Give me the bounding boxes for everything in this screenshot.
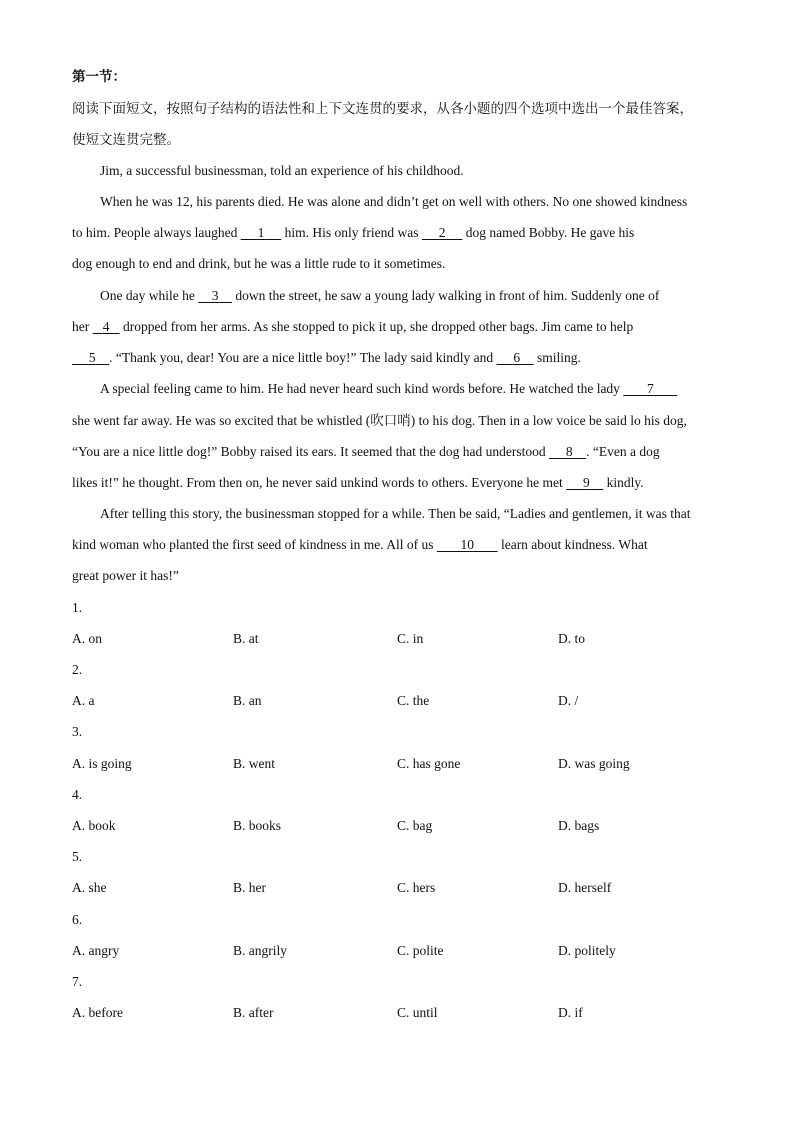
- option-d[interactable]: D. /: [558, 693, 579, 708]
- option-d[interactable]: D. politely: [558, 943, 616, 958]
- passage-line: One day while he 3 down the street, he saw a young lady walking in front of him. Suddenly one of: [100, 288, 660, 303]
- option-c[interactable]: C. the: [397, 693, 430, 708]
- passage-line: After telling this story, the businessman stopped for a while. Then be said, “Ladies and gentlemen, it was that: [100, 506, 691, 521]
- question-options: [72, 629, 722, 649]
- option-b[interactable]: B. books: [233, 818, 282, 833]
- option-d[interactable]: D. to: [558, 631, 585, 646]
- question-number: 3.: [72, 724, 83, 739]
- option-c[interactable]: C. until: [397, 1005, 438, 1020]
- option-c[interactable]: C. bag: [397, 818, 433, 833]
- question-options: [72, 941, 722, 961]
- question-number: 5.: [72, 849, 83, 864]
- instructions-line-1: 阅读下面短文，按照句子结构的语法性和上下文连贯的要求，从各小题的四个选项中选出一个最佳答案，: [72, 101, 693, 117]
- question-number: 2.: [72, 662, 83, 677]
- passage-line: kind woman who planted the first seed of kindness in me. All of us 10 learn about kindness. What: [72, 537, 648, 552]
- passage-line: 5 . “Thank you, dear! You are a nice little boy!” The lady said kindly and 6 smiling.: [72, 348, 581, 368]
- option-a[interactable]: A. a: [72, 693, 95, 708]
- question-number: 6.: [72, 912, 83, 927]
- option-b[interactable]: B. angrily: [233, 943, 287, 958]
- blank-2: 2: [438, 225, 446, 240]
- option-b[interactable]: B. an: [233, 693, 262, 708]
- option-b[interactable]: B. at: [233, 631, 259, 646]
- blank-5: 5: [88, 350, 96, 365]
- passage-line: to him. People always laughed 1 him. His only friend was 2 dog named Bobby. He gave his: [72, 225, 635, 240]
- passage-line: she went far away. He was so excited that be whistled (吹口哨) to his dog. Then in a low voice be said lo his dog,: [72, 413, 687, 428]
- blank-8: 8: [565, 444, 573, 459]
- option-d[interactable]: D. herself: [558, 880, 612, 895]
- blank-9: 9: [583, 475, 590, 490]
- blank-1: 1: [257, 225, 265, 240]
- option-b[interactable]: B. her: [233, 880, 266, 895]
- passage-line: “You are a nice little dog!” Bobby raised its ears. It seemed that the dog had understood 8 . “Even a dog: [72, 444, 660, 459]
- option-c[interactable]: C. polite: [397, 943, 444, 958]
- option-c[interactable]: C. has gone: [397, 756, 461, 771]
- option-a[interactable]: A. book: [72, 818, 116, 833]
- option-b[interactable]: B. went: [233, 756, 275, 771]
- section-title: 第一节：: [72, 69, 126, 85]
- option-a[interactable]: A. she: [72, 880, 107, 895]
- question-options: [72, 754, 722, 774]
- instructions-line-2: 使短文连贯完整。: [72, 132, 180, 148]
- blank-10: 10: [460, 537, 474, 552]
- option-c[interactable]: C. hers: [397, 880, 436, 895]
- passage-line: A special feeling came to him. He had never heard such kind words before. He watched the lady 7: [100, 379, 677, 399]
- blank-6: 6: [513, 350, 521, 365]
- blank-3: 3: [211, 288, 219, 303]
- option-d[interactable]: D. was going: [558, 756, 630, 771]
- question-options: [72, 878, 722, 898]
- question-options: [72, 1003, 722, 1023]
- passage-line: Jim, a successful businessman, told an experience of his childhood.: [100, 163, 464, 178]
- blank-7: 7: [646, 381, 654, 396]
- option-b[interactable]: B. after: [233, 1005, 274, 1020]
- question-options: [72, 816, 722, 836]
- question-number: 7.: [72, 974, 83, 989]
- option-d[interactable]: D. if: [558, 1005, 583, 1020]
- option-c[interactable]: C. in: [397, 631, 424, 646]
- passage-line: dog enough to end and drink, but he was a little rude to it sometimes.: [72, 256, 446, 271]
- option-a[interactable]: A. before: [72, 1005, 123, 1020]
- blank-4: 4: [102, 319, 110, 334]
- option-a[interactable]: A. on: [72, 631, 102, 646]
- passage-line: likes it!” he thought. From then on, he never said unkind words to others. Everyone he met 9 kindly.: [72, 475, 644, 490]
- passage-line: When he was 12, his parents died. He was alone and didn’t get on well with others. No one showed kindness: [100, 194, 688, 209]
- question-number: 1.: [72, 600, 83, 615]
- question-options: [72, 691, 722, 711]
- option-a[interactable]: A. angry: [72, 943, 120, 958]
- passage-line: great power it has!”: [72, 568, 179, 583]
- question-number: 4.: [72, 787, 83, 802]
- passage-line: her 4 dropped from her arms. As she stopped to pick it up, she dropped other bags. Jim came to help: [72, 319, 634, 334]
- option-d[interactable]: D. bags: [558, 818, 600, 833]
- option-a[interactable]: A. is going: [72, 756, 132, 771]
